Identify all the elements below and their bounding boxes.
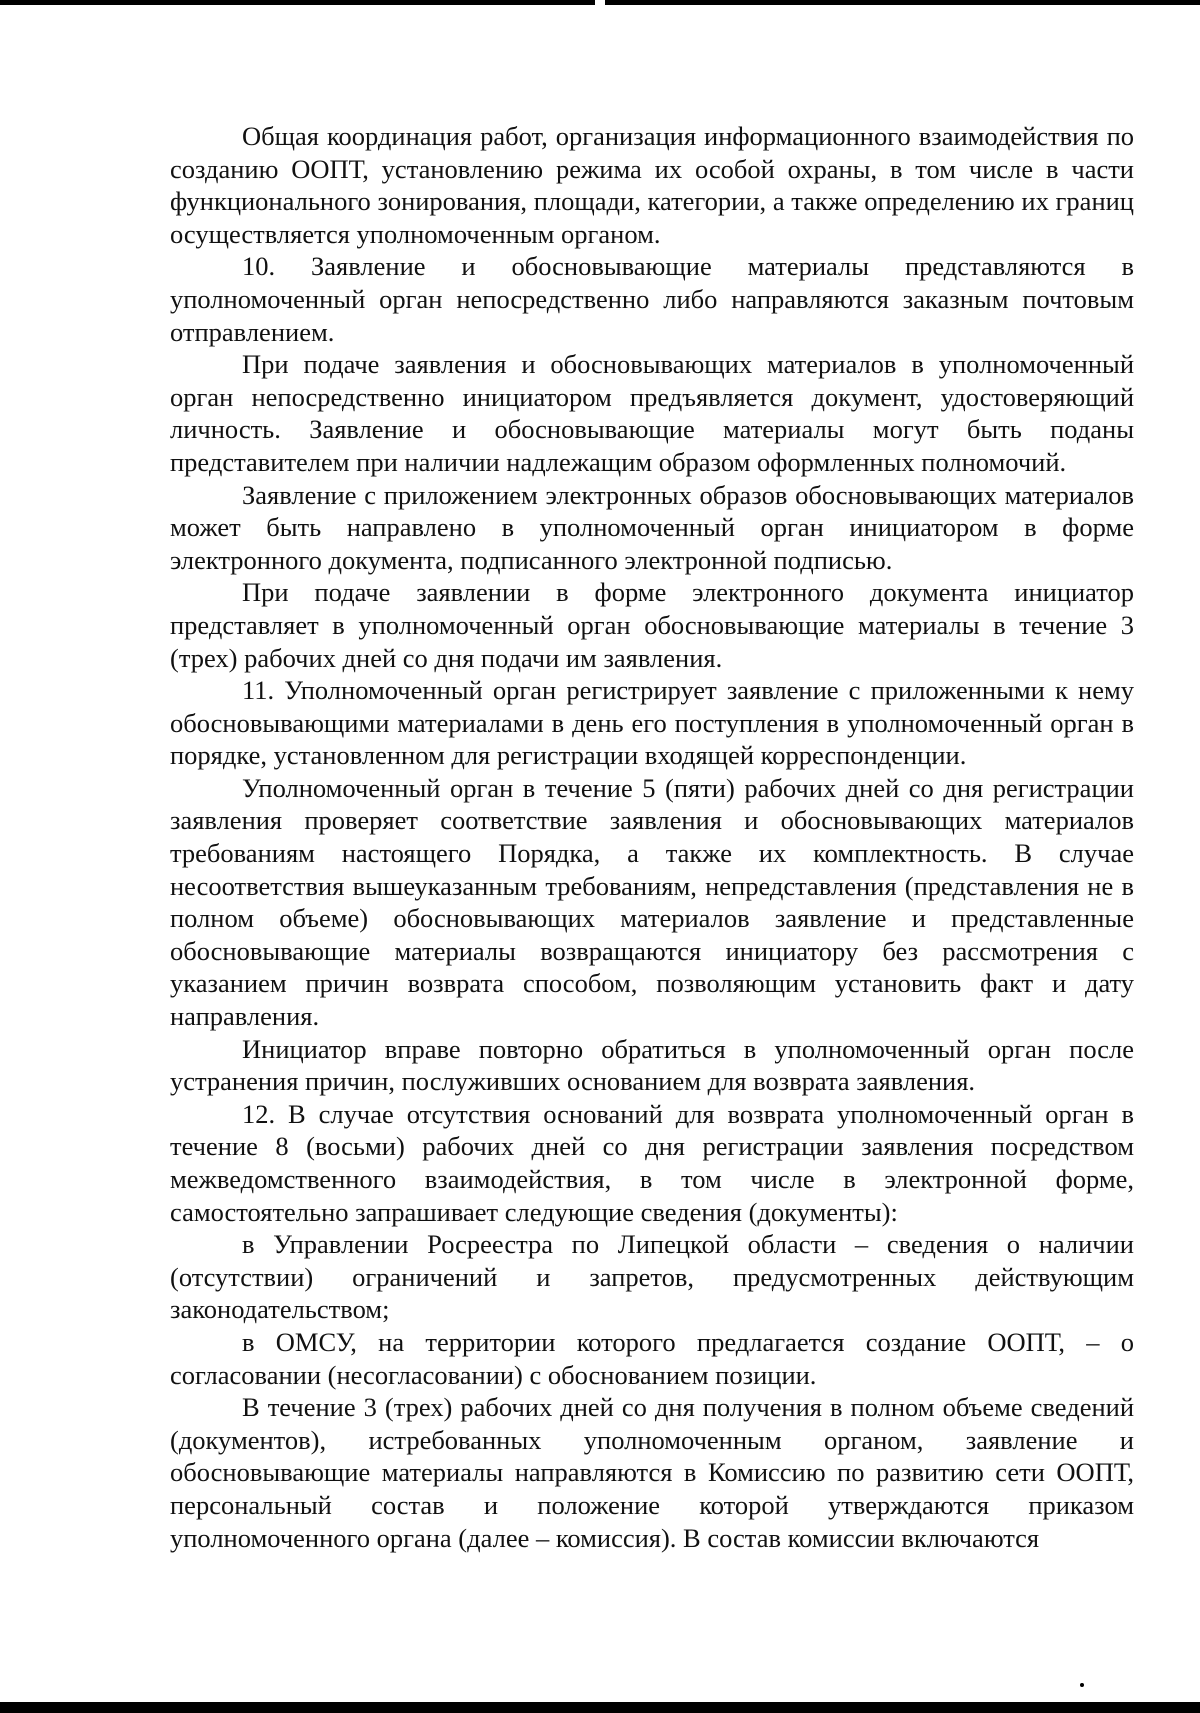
paragraph-in-person-submission: При подаче заявления и обосновывающих материалов в уполномоченный орган непосредственно инициатором предъявляется документ, удостоверяющий личность. Заявление и обосновывающие материалы могут быть поданы представителем при наличии надлежащим образом оформленных полномочий. <box>170 349 1134 477</box>
paragraph-electronic-materials-deadline: При подаче заявлении в форме электронного документа инициатор представляет в уполномоченный орган обосновывающие материалы в течение 3 (трех) рабочих дней со дня подачи им заявления. <box>170 577 1134 673</box>
scan-speck <box>1080 1683 1084 1687</box>
paragraph-commission-referral: В течение 3 (трех) рабочих дней со дня получения в полном объеме сведений (документов), истребованных уполномоченным органом, заявление и обосновывающие материалы направляются в Комиссию по развитию сети ООПТ, персональный состав и положение которой утверждаются приказом уполномоченного органа (далее – комиссия). В состав комиссии включаются <box>170 1392 1134 1553</box>
paragraph-omsu-request: в ОМСУ, на территории которого предлагается создание ООПТ, – о согласовании (несогласовании) с обоснованием позиции. <box>170 1326 1134 1390</box>
paragraph-12-interagency-requests: 12. В случае отсутствия оснований для возврата уполномоченный орган в течение 8 (восьми) рабочих дней со дня регистрации заявления посредством межведомственного взаимодействия, в том числе в электронной форме, самостоятельно запрашивает следующие сведения (документы): <box>170 1098 1134 1227</box>
paragraph-rosreestr-request: в Управлении Росреестра по Липецкой области – сведения о наличии (отсутствии) ограничений и запретов, предусмотренных действующим законодательством; <box>170 1229 1134 1325</box>
scan-border-bottom <box>0 1702 1200 1713</box>
paragraph-11-registration: 11. Уполномоченный орган регистрирует заявление с приложенными к нему обосновывающими материалами в день его поступления в уполномоченный орган в порядке, установленном для регистрации входящей корреспонденции. <box>170 675 1134 771</box>
paragraph-resubmission: Инициатор вправе повторно обратиться в уполномоченный орган после устранения причин, послуживших основанием для возврата заявления. <box>170 1033 1134 1097</box>
scan-border-top-left <box>0 0 595 5</box>
document-body <box>170 120 1134 1554</box>
paragraph-electronic-submission: Заявление с приложением электронных образов обосновывающих материалов может быть направлено в уполномоченный орган инициатором в форме электронного документа, подписанного электронной подписью. <box>170 479 1134 575</box>
scan-border-top-right <box>605 0 1200 5</box>
paragraph-compliance-check: Уполномоченный орган в течение 5 (пяти) рабочих дней со дня регистрации заявления проверяет соответствие заявления и обосновывающих материалов требованиям настоящего Порядка, а также их комплектность. В случае несоответствия вышеуказанным требованиям, непредставления (представления не в полном объеме) обосновывающих материалов заявление и представленные обосновывающие материалы возвращаются инициатору без рассмотрения с указанием причин возврата способом, позволяющим установить факт и дату направления. <box>170 772 1134 1032</box>
paragraph-10-submission: 10. Заявление и обосновывающие материалы представляются в уполномоченный орган непосредственно либо направляются заказным почтовым отправлением. <box>170 251 1134 347</box>
paragraph-coordination: Общая координация работ, организация информационного взаимодействия по созданию ООПТ, установлению режима их особой охраны, в том числе в части функционального зонирования, площади, категории, а также определению их границ осуществляется уполномоченным органом. <box>170 121 1134 249</box>
